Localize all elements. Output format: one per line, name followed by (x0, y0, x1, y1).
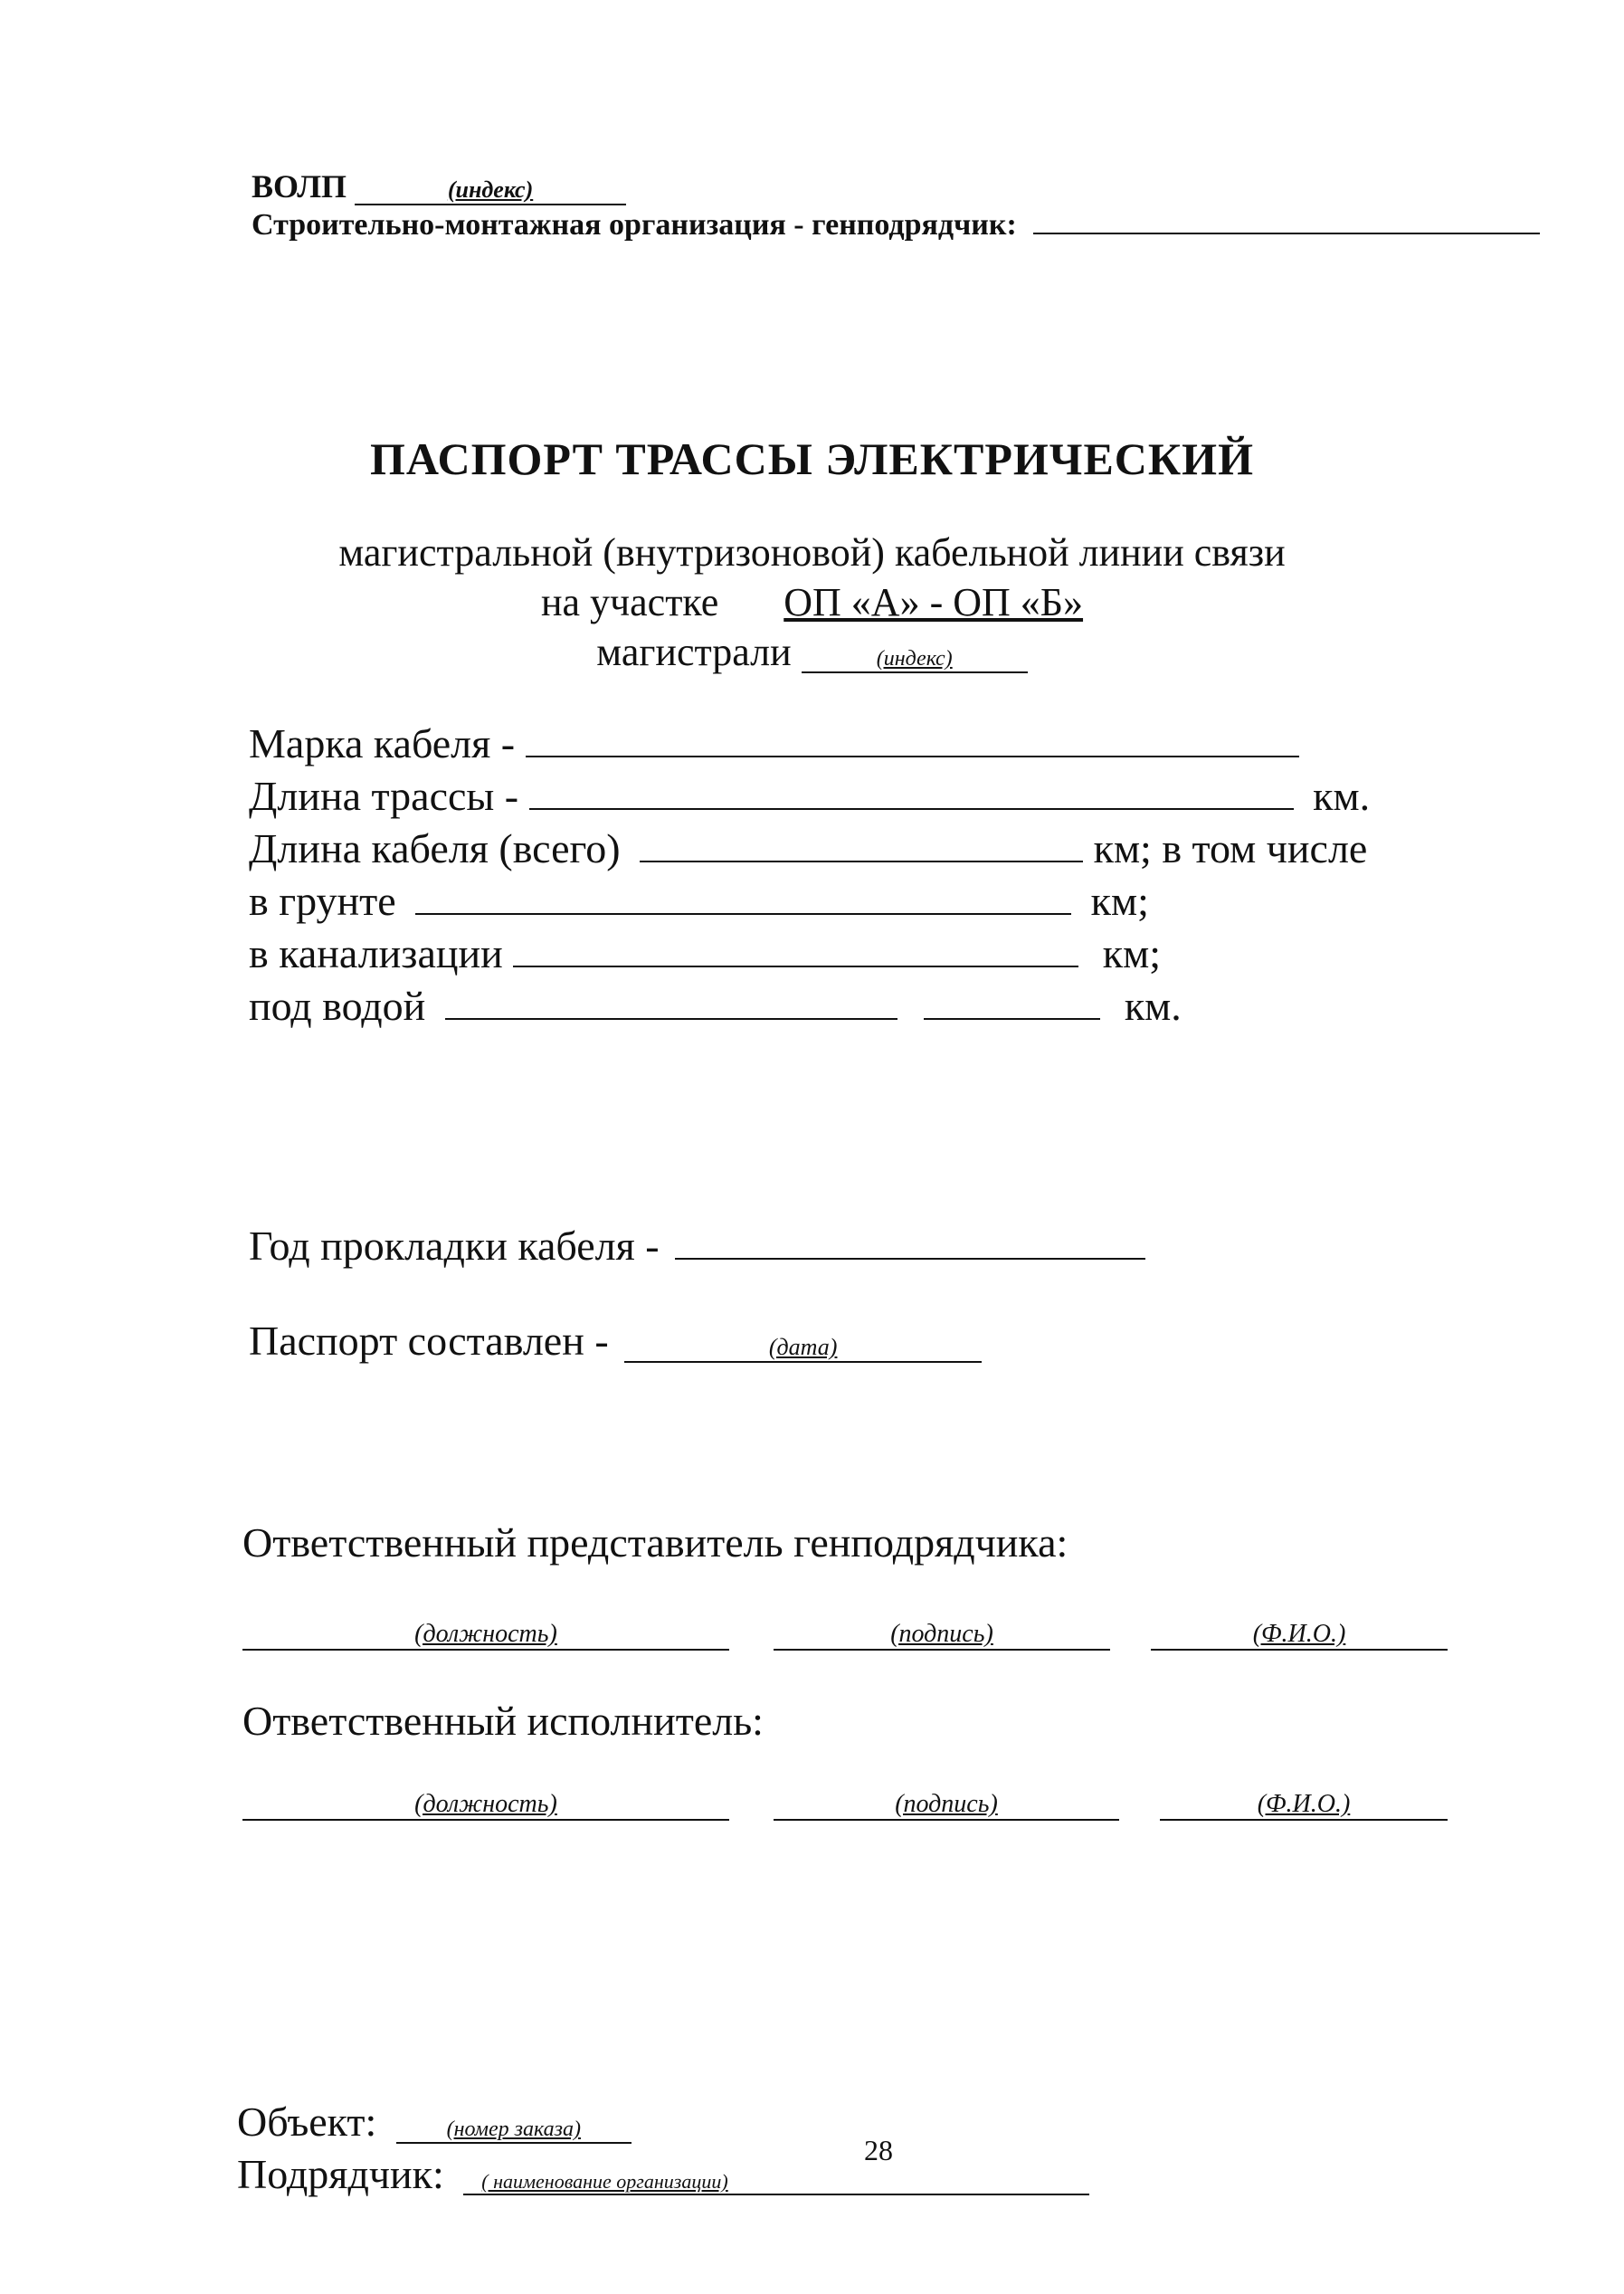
in-duct-unit: км; (1102, 930, 1161, 976)
object-label: Объект: (237, 2099, 377, 2145)
object-field[interactable] (396, 2118, 632, 2144)
volp-label: ВОЛП (252, 168, 347, 205)
underwater-field-2[interactable] (924, 1018, 1100, 1020)
representative-name-field[interactable] (1151, 1620, 1448, 1651)
laying-year-field[interactable] (675, 1258, 1145, 1260)
executor-name-hint: (Ф.И.О.) (1257, 1790, 1351, 1818)
in-ground-unit: км; (1090, 878, 1149, 924)
route-length-label: Длина трассы - (249, 773, 519, 819)
section-label: на участке (540, 580, 719, 624)
cable-brand-label: Марка кабеля - (249, 720, 516, 766)
section-value: ОП «А» - ОП «Б» (784, 580, 1084, 624)
contractor-footer-hint: ( наименование организации) (481, 2170, 728, 2193)
cable-total-label: Длина кабеля (всего) (249, 825, 621, 871)
executor-signature-row (242, 1790, 1448, 1821)
in-duct-field[interactable] (513, 966, 1078, 967)
representative-signature-hint: (подпись) (890, 1620, 993, 1648)
route-length-row (249, 772, 1370, 820)
underwater-unit: км. (1124, 983, 1182, 1029)
object-hint: (номер заказа) (446, 2118, 581, 2141)
executor-position-field[interactable] (242, 1790, 729, 1821)
trunk-label: магистрали (596, 630, 792, 674)
underwater-label: под водой (249, 983, 426, 1029)
cable-brand-field[interactable] (526, 756, 1299, 757)
cable-total-field[interactable] (640, 861, 1083, 862)
subtitle-line1: магистральной (внутризоновой) кабельной линии связи (338, 530, 1286, 575)
representative-signature-field[interactable] (774, 1620, 1110, 1651)
representative-position-field[interactable] (242, 1620, 729, 1651)
route-length-unit: км. (1313, 773, 1371, 819)
representative-signature-row (242, 1620, 1448, 1651)
object-row (237, 2098, 632, 2146)
document-title: ПАСПОРТ ТРАССЫ ЭЛЕКТРИЧЕСКИЙ (370, 433, 1254, 484)
trunk-index-hint: (индекс) (876, 647, 953, 671)
page-number: 28 (864, 2134, 893, 2166)
executor-position-hint: (должность) (414, 1790, 557, 1818)
cable-total-unit: км; в том числе (1093, 825, 1368, 871)
underwater-field-1[interactable] (445, 1018, 897, 1020)
contractor-footer-label: Подрядчик: (237, 2151, 444, 2197)
subtitle-line2 (0, 579, 1624, 625)
route-length-field[interactable] (529, 808, 1294, 810)
subtitle-line3 (0, 629, 1624, 675)
in-ground-field[interactable] (415, 913, 1071, 915)
passport-made-row (249, 1317, 982, 1365)
in-ground-label: в грунте (249, 878, 396, 924)
passport-made-label: Паспорт составлен - (249, 1318, 609, 1364)
cable-brand-row (249, 719, 1299, 767)
volp-index-field[interactable] (355, 176, 626, 205)
contractor-field[interactable] (1033, 233, 1540, 234)
contractor-footer-row (237, 2150, 1089, 2198)
executor-heading: Ответственный исполнитель: (242, 1698, 764, 1744)
passport-date-hint: (дата) (768, 1334, 838, 1360)
volp-index-hint: (индекс) (447, 176, 534, 203)
contractor-footer-field[interactable] (463, 2170, 1089, 2195)
in-duct-row (249, 929, 1161, 977)
executor-signature-hint: (подпись) (895, 1790, 998, 1818)
executor-name-field[interactable] (1160, 1790, 1448, 1821)
laying-year-label: Год прокладки кабеля - (249, 1223, 660, 1269)
volp-line (252, 167, 626, 205)
cable-total-row (249, 824, 1367, 872)
underwater-row (249, 982, 1182, 1030)
laying-year-row (249, 1222, 1145, 1270)
representative-name-hint: (Ф.И.О.) (1252, 1620, 1346, 1648)
passport-date-field[interactable] (624, 1334, 982, 1363)
in-duct-label: в канализации (249, 930, 503, 976)
contractor-label: Строительно-монтажная организация - генподрядчик: (252, 208, 1017, 242)
contractor-line (252, 208, 1540, 243)
executor-signature-field[interactable] (774, 1790, 1119, 1821)
representative-position-hint: (должность) (414, 1620, 557, 1648)
representative-heading: Ответственный представитель генподрядчика: (242, 1519, 1068, 1566)
in-ground-row (249, 877, 1149, 925)
trunk-index-field[interactable] (802, 647, 1028, 673)
